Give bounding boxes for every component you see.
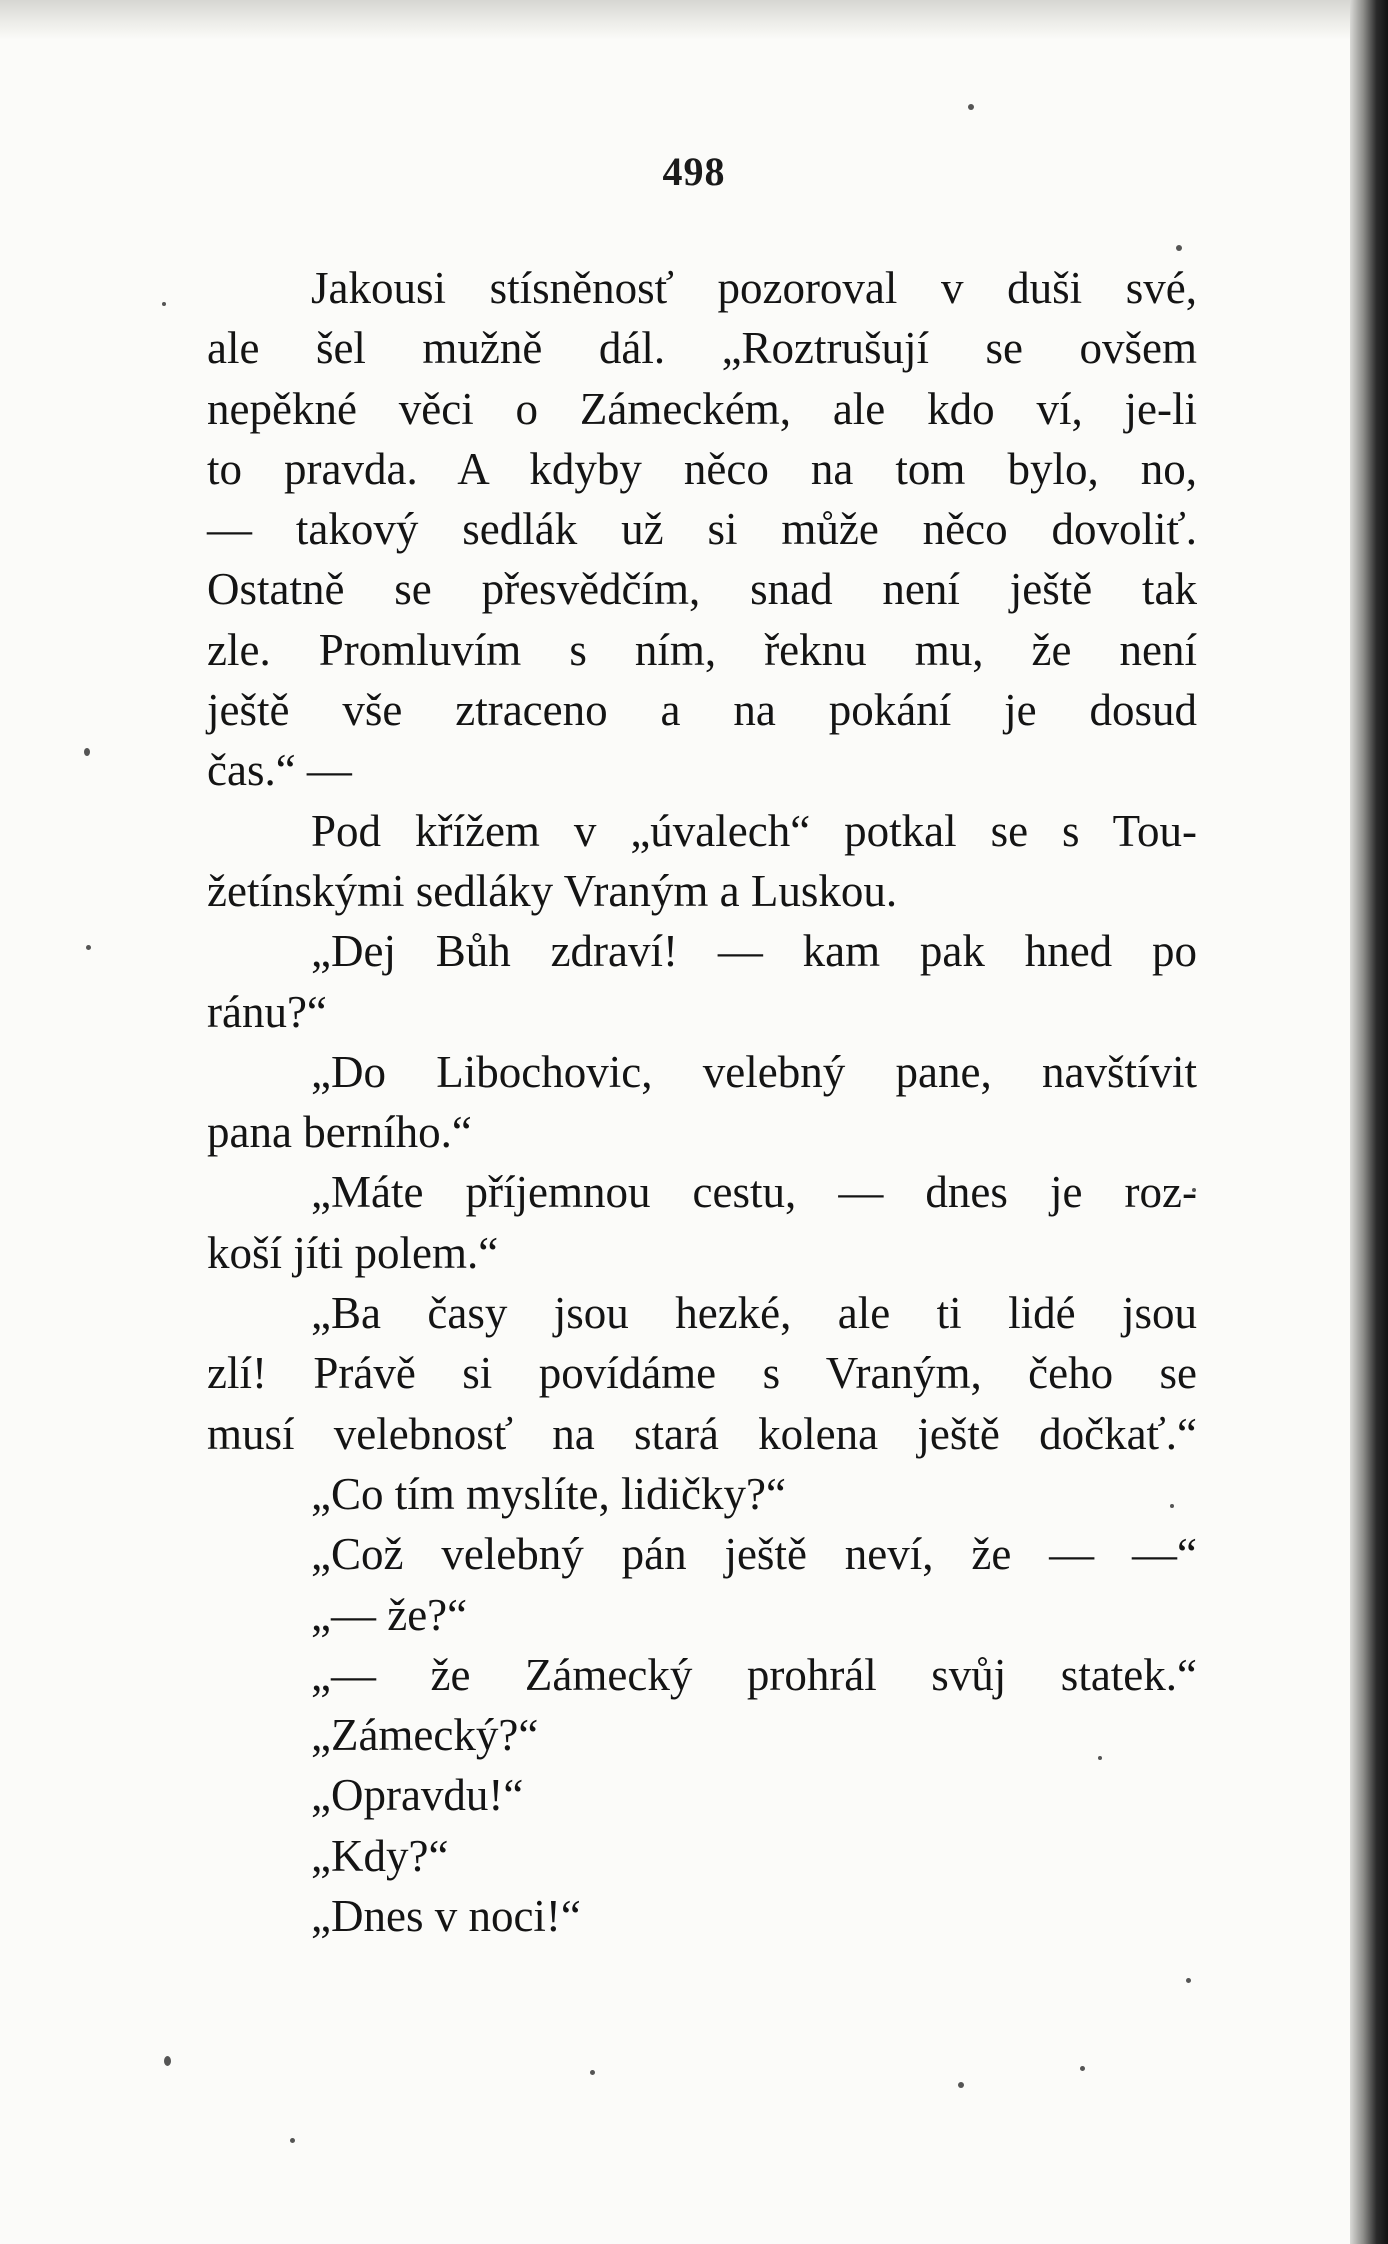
page-number: 498 — [662, 149, 726, 194]
scan-speck — [958, 2082, 964, 2088]
text-line: „— že?“ — [311, 1589, 468, 1640]
text-line: „Kdy?“ — [311, 1830, 449, 1881]
text-line: — takový sedlák už si může něco dovoliť. — [207, 504, 1197, 555]
page-top-edge-shadow — [0, 0, 1388, 40]
scan-speck — [1186, 1978, 1191, 1983]
text-line: pana berního.“ — [207, 1107, 472, 1158]
scan-speck — [968, 104, 974, 110]
text-line: zle. Promluvím s ním, řeknu mu, že není — [207, 624, 1197, 675]
text-line: „Zámecký?“ — [311, 1710, 539, 1761]
text-line: žetínskými sedláky Vraným a Luskou. — [207, 865, 898, 916]
scan-speck — [290, 2138, 295, 2143]
scan-speck — [84, 748, 90, 756]
text-line: musí velebnosť na stará kolena ještě dočkať.“ — [207, 1408, 1197, 1459]
text-line: nepěkné věci o Zámeckém, ale kdo ví, je-li — [207, 383, 1197, 434]
text-line: „Máte příjemnou cestu, — dnes je roz- — [311, 1167, 1197, 1218]
text-line: „Což velebný pán ještě neví, že — —“ — [311, 1529, 1197, 1580]
text-line: Ostatně se přesvědčím, snad není ještě tak — [207, 564, 1197, 615]
scan-speck — [164, 2056, 171, 2066]
body-text — [207, 258, 1197, 1946]
text-line: Jakousi stísněnosť pozoroval v duši své, — [311, 263, 1197, 313]
scan-speck — [162, 302, 166, 306]
text-line: „Ba časy jsou hezké, ale ti lidé jsou — [311, 1288, 1197, 1339]
text-line: čas.“ — — [207, 745, 352, 796]
text-line: ale šel mužně dál. „Roztrušují se ovšem — [207, 323, 1197, 374]
scan-speck — [1080, 2066, 1085, 2071]
scan-speck — [590, 2070, 595, 2075]
scan-speck — [1176, 245, 1182, 251]
text-line: „Co tím myslíte, lidičky?“ — [311, 1468, 786, 1519]
text-line: koší jíti polem.“ — [207, 1227, 499, 1278]
text-line: to pravda. A kdyby něco na tom bylo, no, — [207, 443, 1197, 494]
text-line: ránu?“ — [207, 986, 327, 1037]
text-line: „Do Libochovic, velebný pane, navštívit — [311, 1046, 1197, 1097]
scan-speck — [86, 945, 91, 950]
text-line: „Dej Bůh zdraví! — kam pak hned po — [311, 926, 1197, 977]
page-right-edge-shadow — [1350, 0, 1388, 2244]
text-line: „Dnes v noci!“ — [311, 1891, 581, 1942]
text-line: zlí! Právě si povídáme s Vraným, čeho se — [207, 1348, 1197, 1399]
text-line: „Opravdu!“ — [311, 1770, 524, 1821]
text-line: „— že Zámecký prohrál svůj statek.“ — [311, 1649, 1197, 1700]
text-line: ještě vše ztraceno a na pokání je dosud — [207, 685, 1197, 736]
text-line: Pod křížem v „úvalech“ potkal se s Tou- — [311, 805, 1197, 856]
